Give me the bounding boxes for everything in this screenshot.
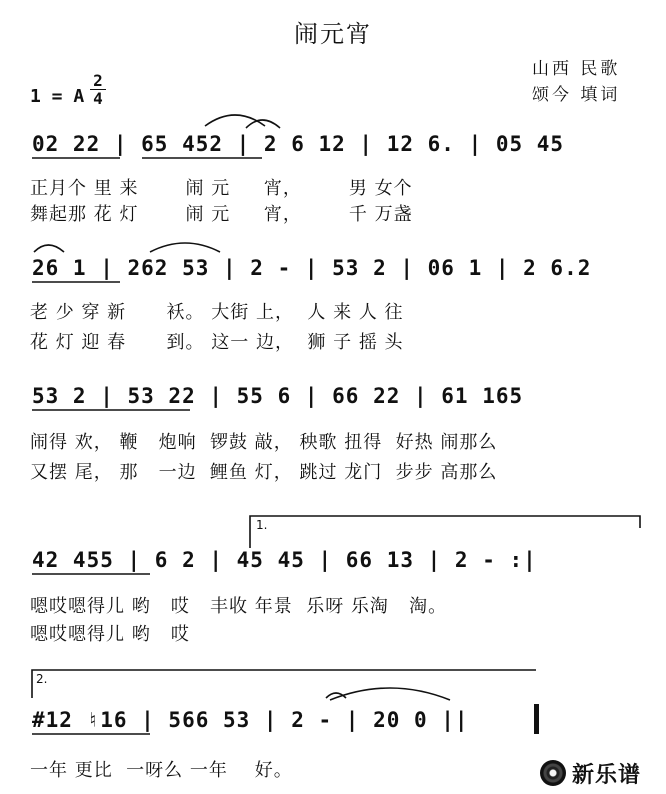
origin-credit: 山西 民歌 <box>532 59 621 79</box>
slur-arc <box>150 243 220 252</box>
lyric-row-3-verse-2: 又摆 尾， 那 一边 鲤鱼 灯， 跳过 龙门 步步 高那么 <box>30 462 498 483</box>
slur-arc <box>246 120 280 128</box>
song-title: 闹元宵 <box>294 20 372 48</box>
notation-row-2: 26 1 | 262 53 | 2 - | 53 2 | 06 1 | 2 6.2 <box>32 256 592 280</box>
lyric-row-1-verse-1: 正月个 里 来 闹 元 宵， 男 女个 <box>30 178 413 199</box>
lyric-row-2-verse-2: 花 灯 迎 春 到。 这一 边， 狮 子 摇 头 <box>30 332 404 353</box>
slur-arc <box>205 115 265 126</box>
notation-row-4: 42 455 | 6 2 | 45 45 | 66 13 | 2 - :| <box>32 548 537 572</box>
volta-2-bracket <box>32 670 536 698</box>
record-disc-icon <box>540 760 566 786</box>
lyric-row-3-verse-1: 闹得 欢， 鞭 炮响 锣鼓 敲， 秧歌 扭得 好热 闹那么 <box>30 432 498 453</box>
slur-arc <box>330 688 450 700</box>
lyric-row-5-verse-1: 一年 更比 一呀么 一年 好。 <box>30 760 293 781</box>
time-signature-bottom: 4 <box>90 89 106 107</box>
volta-2-label: 2. <box>36 672 48 686</box>
lyric-row-2-verse-1: 老 少 穿 新 袄。 大街 上， 人 来 人 往 <box>30 302 404 323</box>
notation-row-5: #12 ♮16 | 566 53 | 2 - | 20 0 || <box>32 708 469 732</box>
lyricist-credit: 颂今 填词 <box>532 85 621 105</box>
lyric-row-4-verse-1: 嗯哎嗯得儿 哟 哎 丰收 年景 乐呀 乐淘 淘。 <box>30 596 448 617</box>
key-signature: 1 = A <box>30 86 85 107</box>
notation-row-1: 02 22 | 65 452 | 2 6 12 | 12 6. | 05 45 <box>32 132 565 156</box>
notation-row-3: 53 2 | 53 22 | 55 6 | 66 22 | 61 165 <box>32 384 524 408</box>
site-logo <box>540 758 660 788</box>
volta-1-label: 1. <box>256 518 268 532</box>
site-logo-text: 新乐谱 <box>572 763 642 788</box>
fermata-arc <box>326 693 346 698</box>
volta-1-bracket <box>250 516 640 548</box>
lyric-row-1-verse-2: 舞起那 花 灯 闹 元 宵， 千 万盏 <box>30 204 413 225</box>
time-signature <box>90 72 106 107</box>
lyric-row-4-verse-2: 嗯哎嗯得儿 哟 哎 <box>30 624 190 645</box>
slur-arc <box>34 245 64 252</box>
time-signature-top: 2 <box>93 71 103 90</box>
